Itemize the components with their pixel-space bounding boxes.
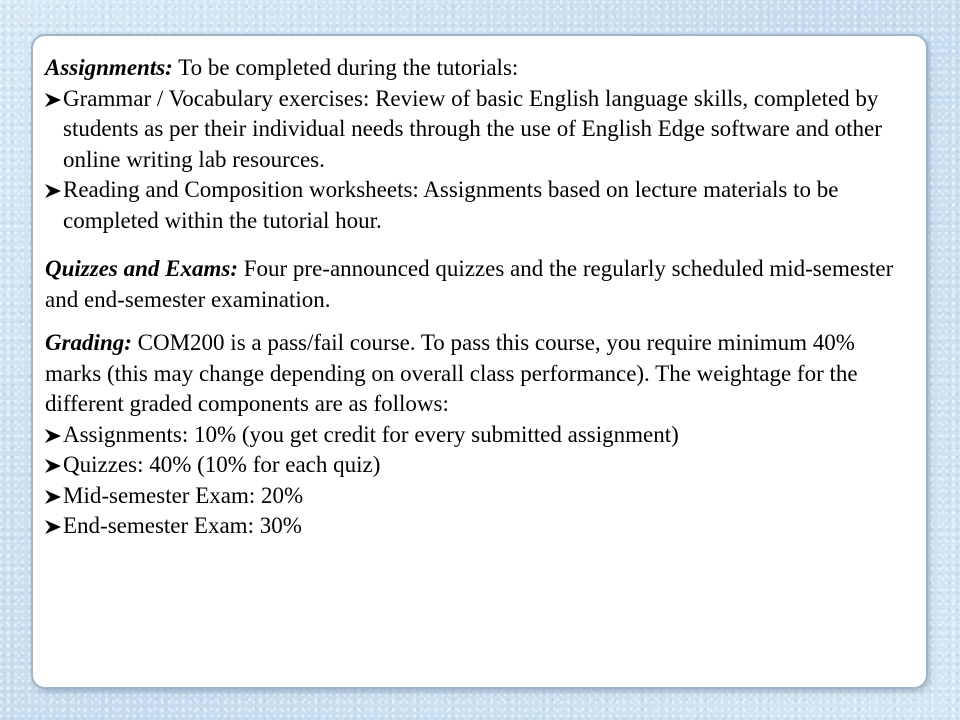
list-item bbox=[45, 481, 912, 512]
quizzes-text: Four pre-announced quizzes and the regularly scheduled mid-semester and end-semester examination. bbox=[45, 256, 894, 312]
grading-item-text: Mid-semester Exam: 20% bbox=[63, 482, 304, 508]
quizzes-label: Quizzes and Exams: bbox=[45, 256, 238, 281]
quizzes-paragraph bbox=[45, 254, 912, 315]
content-card bbox=[33, 36, 926, 687]
grading-list bbox=[45, 420, 912, 542]
arrow-bullet-icon bbox=[45, 490, 61, 504]
arrow-bullet-icon bbox=[45, 429, 61, 443]
grading-text: COM200 is a pass/fail course. To pass this course, you require minimum 40% marks (this may change depending on overall class performance). The weightage for the different graded components are as follows: bbox=[45, 330, 858, 416]
list-item bbox=[45, 450, 912, 481]
grading-item-text: Assignments: 10% (you get credit for every submitted assignment) bbox=[63, 421, 679, 447]
assignments-intro: To be completed during the tutorials: bbox=[178, 55, 519, 80]
arrow-bullet-icon bbox=[45, 459, 61, 473]
arrow-bullet-icon bbox=[45, 93, 61, 107]
list-item bbox=[45, 511, 912, 542]
assignments-label: Assignments: bbox=[45, 55, 173, 80]
grading-label: Grading: bbox=[45, 330, 132, 355]
assignments-list bbox=[45, 84, 912, 237]
arrow-bullet-icon bbox=[45, 520, 61, 534]
list-item bbox=[45, 175, 912, 236]
list-item bbox=[45, 420, 912, 451]
arrow-bullet-icon bbox=[45, 184, 61, 198]
grading-paragraph bbox=[45, 328, 912, 420]
assignments-heading bbox=[45, 53, 912, 84]
assignment-item-text: Reading and Composition worksheets: Assignments based on lecture materials to be completed within the tutorial hour. bbox=[63, 177, 839, 233]
assignment-item-text: Grammar / Vocabulary exercises: Review of basic English language skills, completed by students as per their individual needs through the use of English Edge software and other online writing lab resources. bbox=[63, 85, 882, 172]
list-item bbox=[45, 84, 912, 176]
grading-item-text: End-semester Exam: 30% bbox=[63, 513, 302, 538]
grading-item-text: Quizzes: 40% (10% for each quiz) bbox=[63, 452, 381, 477]
